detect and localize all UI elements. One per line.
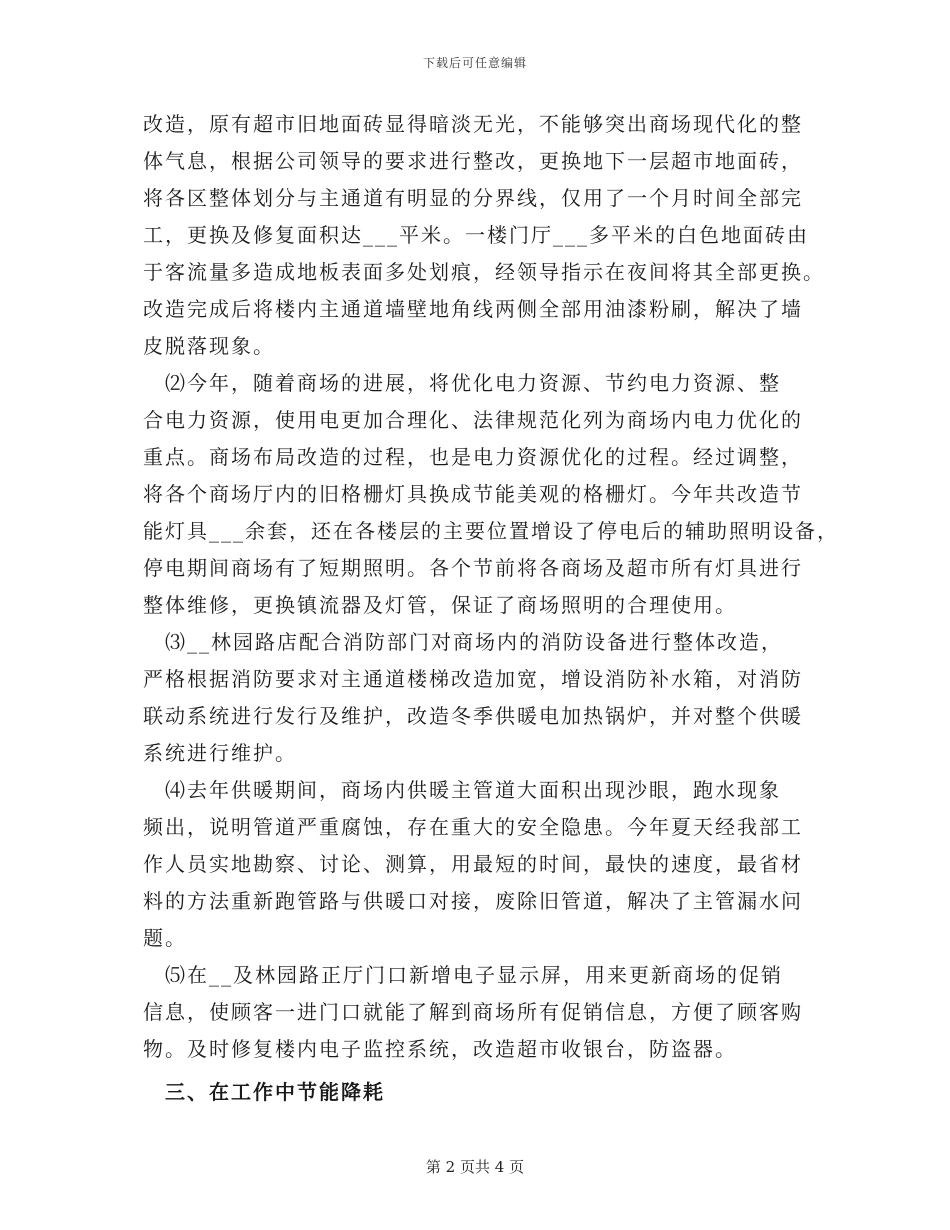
text-line: 信息，使顾客一进门口就能了解到商场所有促销信息，方便了顾客购 [143,1000,803,1024]
text-line: 重点。商场布局改造的过程，也是电力资源优化的过程。经过调整， [143,445,803,469]
document-body [143,106,839,1112]
text-line: 皮脱落现象。 [143,334,275,358]
text-line: 将各个商场厅内的旧格栅灯具换成节能美观的格栅灯。今年共改造节 [143,482,803,506]
paragraph-floor-renovation [143,106,823,365]
paragraph-item-2 [143,365,839,624]
text-line: 停电期间商场有了短期照明。各个节前将各商场及超市所有灯具进行 [143,556,803,580]
page-header: 下载后可任意编辑 [422,56,527,70]
text-line: 工，更换及修复面积达___平米。一楼门厅___多平米的白色地面砖由 [143,223,809,247]
text-line: 整体维修，更换镇流器及灯管，保证了商场照明的合理使用。 [143,593,737,617]
text-line: 改造，原有超市旧地面砖显得暗淡无光，不能够突出商场现代化的整 [143,112,803,136]
text-line: 作人员实地勘察、讨论、测算，用最短的时间，最快的速度，最省材 [143,852,803,876]
text-line: ⑵今年，随着商场的进展，将优化电力资源、节约电力资源、整 [165,371,781,395]
section-heading: 三、在工作中节能降耗 [165,1080,385,1104]
text-line: 体气息，根据公司领导的要求进行整改，更换地下一层超市地面砖， [143,149,803,173]
page-number-footer: 第 2 页共 4 页 [425,1158,525,1176]
text-line: ⑷去年供暖期间，商场内供暖主管道大面积出现沙眼，跑水现象 [165,778,781,802]
paragraph-item-4 [143,772,823,957]
text-line: 料的方法重新跑管路与供暖口对接，废除旧管道，解决了主管漏水问 [143,889,803,913]
text-line: 严格根据消防要求对主通道楼梯改造加宽，增设消防补水箱，对消防 [143,667,803,691]
text-line: 于客流量多造成地板表面多处划痕，经领导指示在夜间将其全部更换。 [143,260,825,284]
text-line: ⑶__林园路店配合消防部门对商场内的消防设备进行整体改造， [165,630,783,654]
text-line: 频出，说明管道严重腐蚀，存在重大的安全隐患。今年夏天经我部工 [143,815,803,839]
text-line: 物。及时修复楼内电子监控系统，改造超市收银台，防盗器。 [143,1037,737,1061]
paragraph-item-3 [143,624,823,772]
text-line: 系统进行维护。 [143,741,297,765]
paragraph-item-5 [143,957,823,1068]
text-line: 将各区整体划分与主通道有明显的分界线，仅用了一个月时间全部完 [143,186,803,210]
text-line: 能灯具___余套，还在各楼层的主要位置增设了停电后的辅助照明设备， [143,519,839,543]
text-line: 联动系统进行发行及维护，改造冬季供暖电加热锅炉，并对整个供暖 [143,704,803,728]
text-line: 题。 [143,926,187,950]
text-line: 改造完成后将楼内主通道墙壁地角线两侧全部用油漆粉刷，解决了墙 [143,297,803,321]
text-line: ⑸在__及林园路正厅门口新增电子显示屏，用来更新商场的促销 [165,963,783,987]
text-line: 合电力资源，使用电更加合理化、法律规范化列为商场内电力优化的 [143,408,803,432]
